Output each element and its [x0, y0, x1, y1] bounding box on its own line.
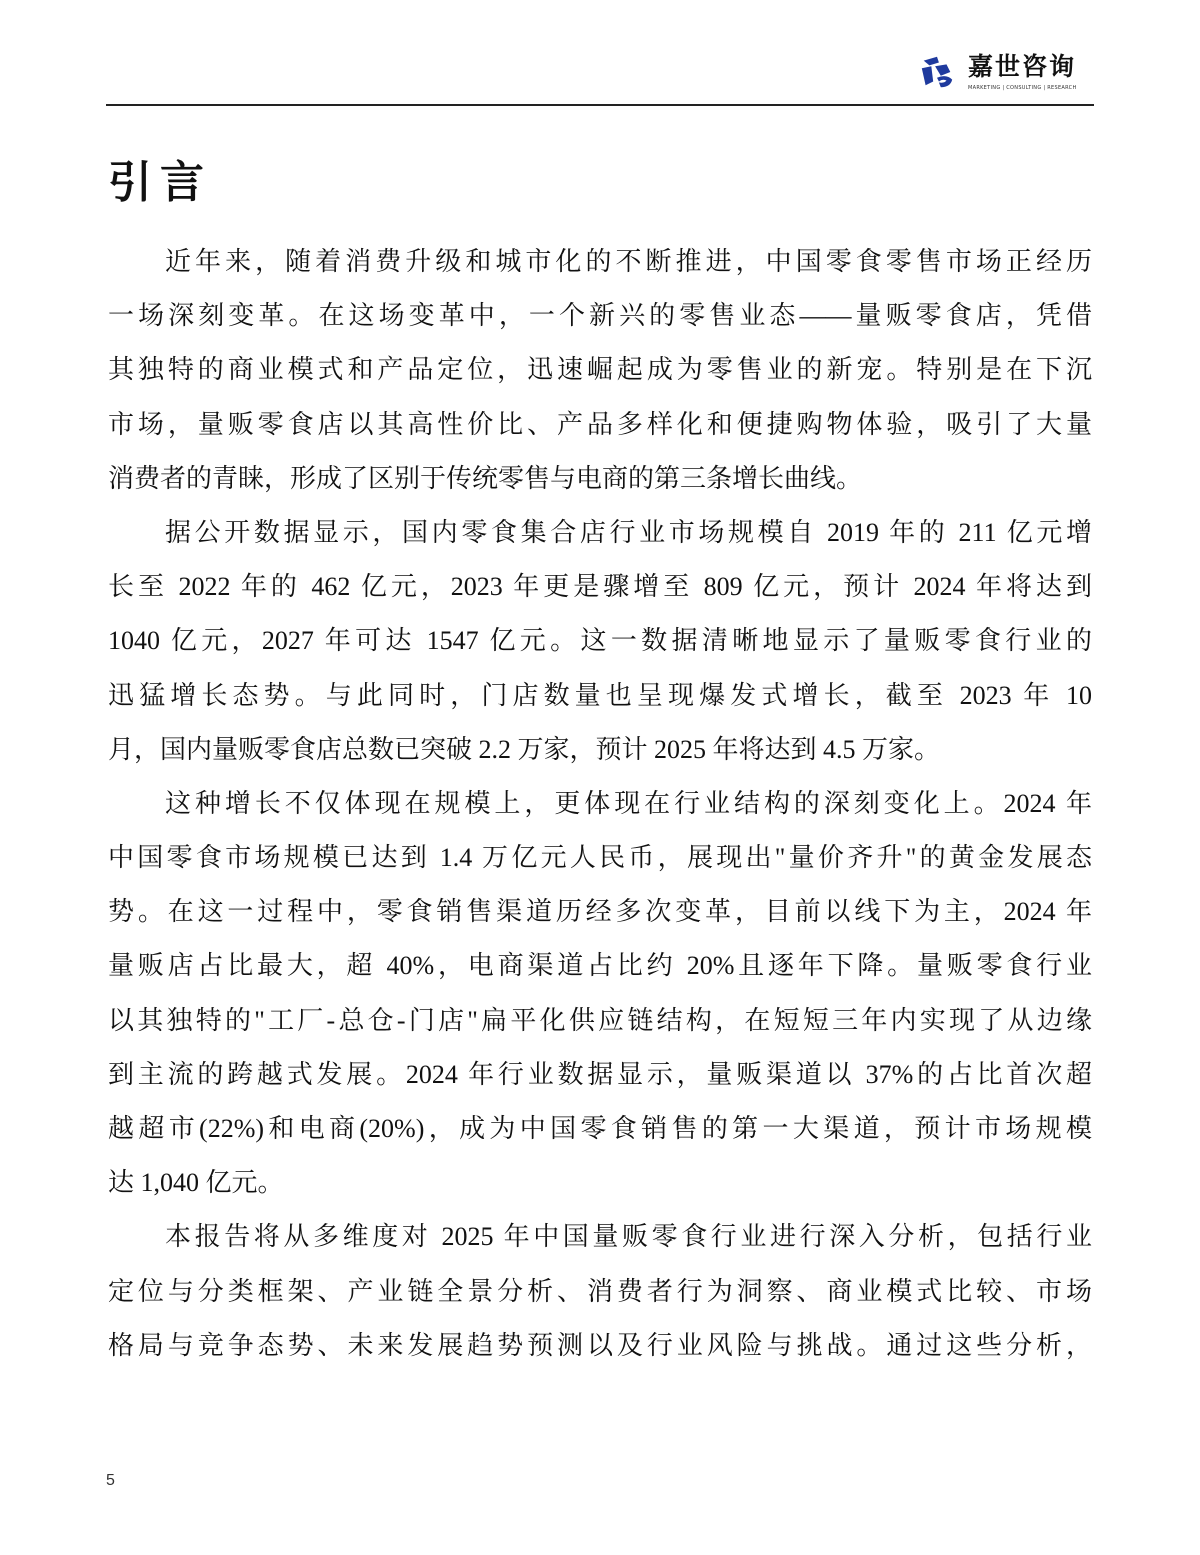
text-line: 消费者的青睐，形成了区别于传统零售与电商的第三条增长曲线。 [108, 463, 863, 493]
text-line: 其独特的商业模式和产品定位，迅速崛起成为零售业的新宠。特别是在下沉 [108, 355, 1092, 385]
logo-tagline: MARKETING | CONSULTING | RESEARCH [968, 85, 1077, 91]
text-line: 月，国内量贩零食店总数已突破 2.2 万家，预计 2025 年将达到 4.5 万家。 [108, 734, 941, 764]
text-line: 中国零食市场规模已达到 1.4 万亿元人民币，展现出"量价齐升"的黄金发展态 [108, 843, 1092, 873]
text-line: 这种增长不仅体现在规模上，更体现在行业结构的深刻变化上。2024 年 [165, 788, 1092, 818]
paragraph [108, 1210, 1092, 1373]
body-text [108, 235, 1092, 1373]
page-number: 5 [106, 1472, 115, 1489]
text-line: 据公开数据显示，国内零食集合店行业市场规模自 2019 年的 211 亿元增 [165, 517, 1092, 547]
text-line: 市场，量贩零食店以其高性价比、产品多样化和便捷购物体验，吸引了大量 [108, 409, 1092, 439]
logo-mark-icon [918, 52, 956, 92]
text-line: 格局与竞争态势、未来发展趋势预测以及行业风险与挑战。通过这些分析， [108, 1330, 1092, 1360]
text-line: 势。在这一过程中，零食销售渠道历经多次变革，目前以线下为主，2024 年 [108, 897, 1092, 927]
text-line: 到主流的跨越式发展。2024 年行业数据显示，量贩渠道以 37%的占比首次超 [108, 1059, 1092, 1089]
text-line: 迅猛增长态势。与此同时，门店数量也呈现爆发式增长，截至 2023 年 10 [108, 680, 1092, 710]
text-line: 长至 2022 年的 462 亿元，2023 年更是骤增至 809 亿元，预计 2024 年将达到 [108, 572, 1092, 602]
company-logo [918, 52, 1096, 98]
paragraph [108, 235, 1092, 506]
paragraph [108, 506, 1092, 777]
text-line: 达 1,040 亿元。 [108, 1168, 284, 1198]
header-divider [106, 104, 1094, 106]
text-line: 近年来，随着消费升级和城市化的不断推进，中国零食零售市场正经历 [165, 247, 1092, 276]
text-line: 量贩店占比最大，超 40%，电商渠道占比约 20%且逐年下降。量贩零食行业 [108, 951, 1092, 981]
text-line: 定位与分类框架、产业链全景分析、消费者行为洞察、商业模式比较、市场 [108, 1276, 1092, 1306]
section-title: 引言 [108, 158, 212, 207]
paragraph [108, 777, 1092, 1211]
text-line: 本报告将从多维度对 2025 年中国量贩零食行业进行深入分析，包括行业 [165, 1222, 1092, 1252]
logo-name: 嘉世咨询 [968, 52, 1077, 81]
text-line: 越超市(22%)和电商(20%)，成为中国零食销售的第一大渠道，预计市场规模 [108, 1114, 1092, 1143]
text-line: 一场深刻变革。在这场变革中，一个新兴的零售业态——量贩零食店，凭借 [108, 301, 1092, 331]
text-line: 1040 亿元，2027 年可达 1547 亿元。这一数据清晰地显示了量贩零食行业的 [108, 626, 1092, 656]
text-line: 以其独特的"工厂-总仓-门店"扁平化供应链结构，在短短三年内实现了从边缘 [108, 1005, 1092, 1035]
